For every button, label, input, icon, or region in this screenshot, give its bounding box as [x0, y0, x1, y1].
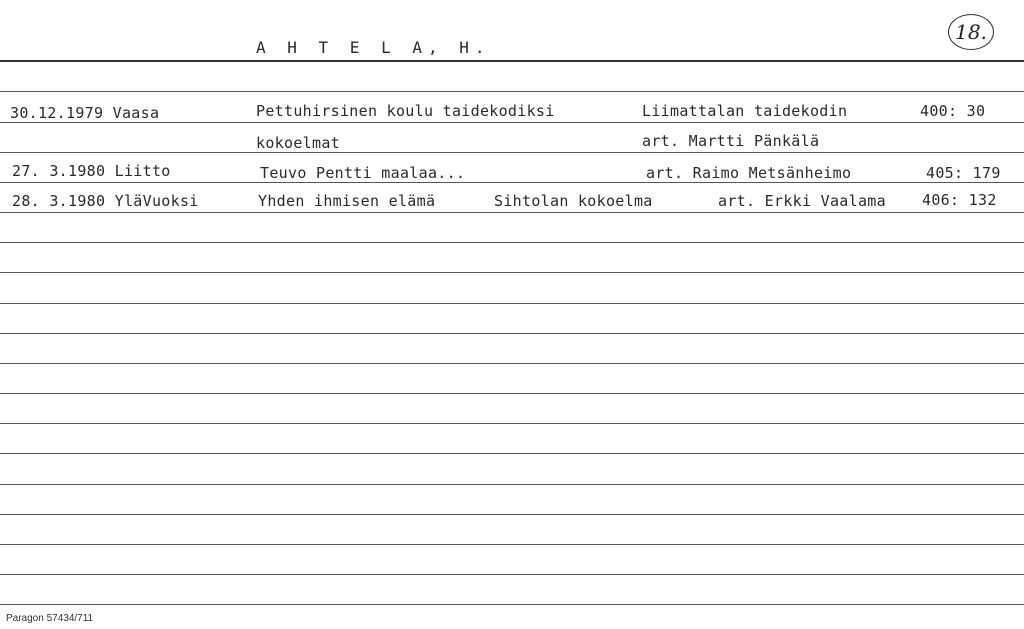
- entry-ref: 406: 132: [922, 191, 997, 209]
- rule-line: [0, 333, 1024, 334]
- entry-date-place: 30.12.1979 Vaasa: [10, 104, 160, 122]
- entry-source: Liimattalan taidekodin: [642, 102, 848, 120]
- rule-line: [0, 544, 1024, 545]
- entry-ref: 400: 30: [920, 102, 986, 120]
- entry-title-cont: kokoelmat: [256, 134, 340, 152]
- rule-line: [0, 363, 1024, 364]
- entry-author: art. Erkki Vaalama: [718, 192, 886, 210]
- entry-date-place: 27. 3.1980 Liitto: [12, 162, 171, 180]
- rule-line: [0, 423, 1024, 424]
- entry-source: art. Raimo Metsänheimo: [646, 164, 852, 182]
- rule-line: [0, 604, 1024, 605]
- entry-date-place: 28. 3.1980 YläVuoksi: [12, 192, 199, 210]
- rule-line: [0, 212, 1024, 213]
- entry-title: Teuvo Pentti maalaa...: [260, 164, 466, 182]
- header-rule: [0, 60, 1024, 62]
- entry-source-cont: art. Martti Pänkälä: [642, 132, 820, 150]
- entry-title: Pettuhirsinen koulu taidekodiksi: [256, 102, 555, 120]
- rule-line: [0, 122, 1024, 123]
- rule-line: [0, 574, 1024, 575]
- rule-line: [0, 272, 1024, 273]
- entry-source: Sihtolan kokoelma: [494, 192, 653, 210]
- rule-line: [0, 182, 1024, 183]
- rule-line: [0, 514, 1024, 515]
- card-name: A H T E L A, H.: [256, 38, 491, 57]
- rule-line: [0, 303, 1024, 304]
- rule-line: [0, 91, 1024, 92]
- rule-line: [0, 152, 1024, 153]
- rule-line: [0, 484, 1024, 485]
- entry-title: Yhden ihmisen elämä: [258, 192, 436, 210]
- rule-line: [0, 453, 1024, 454]
- rule-line: [0, 242, 1024, 243]
- entry-ref: 405: 179: [926, 164, 1001, 182]
- rule-line: [0, 393, 1024, 394]
- printer-imprint: Paragon 57434/711: [6, 613, 94, 624]
- card-number-circle: 18.: [948, 14, 994, 50]
